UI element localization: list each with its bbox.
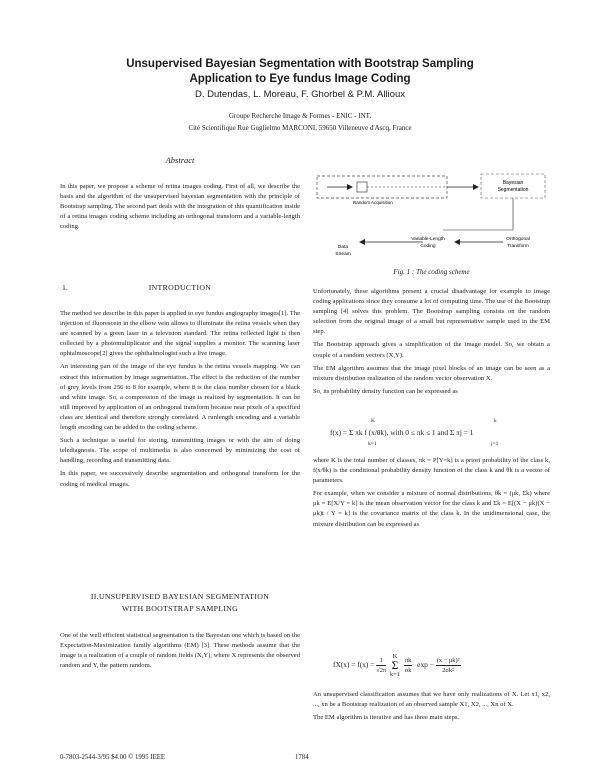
abstract-text: In this paper, we propose a scheme of retina images coding. First of all, we describe the basis and the algorithm of the unsupervised bayesian segmentation with the principle of Bootstrap sampling. The second part deals with the integration of this quantification inside of a retina images coding scheme including an orthogonal transform and a variable-length coding. <box>60 183 300 231</box>
label-variable-length: Variable-Length <box>411 237 445 242</box>
segmentation-box <box>481 174 545 198</box>
footer-copyright: 0-7803-2544-3/95 $4.00 © 1995 IEEE <box>60 754 166 761</box>
section-2-heading-line-2: WITH BOOTSTRAP SAMPLING <box>121 604 239 613</box>
intro-paragraph-2: An interesting part of the image of the eye fundus is the retina vessels mapping. We can extract this information by image segmentation. The effect is the reduction of the number of grey levels from 256 to 8 for example, where 8 is the class number chosen for a black and white image. So, a compression of the image is realized by segmentation. It can be still improved by application of an orthogonal transform because near pixels of a specified class are identical and therefore strongly correlated. A runlength encoding and a variable length encoding can be added to the coding scheme. <box>60 363 300 432</box>
right-paragraph-6: For example, when we consider a mixture of normal distributions, θk = (μk, Σk) where μk = E[X/Y = k] is the mean observation vector for the class k and Σk = E[(X − μk)(X − μk)t / Y = k] is the covariance matrix of the class k. In the unidimensional case, the mixture distribution can be expressed as <box>313 490 550 528</box>
equation-1-sum-top: K <box>371 418 375 424</box>
equation-2-frac-weight: $\frac{\pi k}{\sigma k}$ <box>404 657 412 674</box>
right-column-body-mid <box>313 456 550 533</box>
page-number: 1784 <box>295 754 309 761</box>
abstract-heading: Abstract <box>165 155 195 165</box>
sampler-box <box>357 182 367 192</box>
section-2-paragraph-1: One of the well efficient statistical segmentation is the Bayesian one which is based on the Expectation-Maximization family algorithms (EM) [3]. These methods assume that the image is a realization of a couple of random fields (X,Y), where X represents the observed random and Y, the pattern random. <box>60 632 300 670</box>
coding-arrowhead <box>454 239 460 245</box>
abstract-body <box>60 182 300 235</box>
right-paragraph-7: An unsupervised classification assumes that we have only realizations of X. Let x1, x2, ..., xn be a Bootstrap realization of an observed sample X1, X2, ..., Xn of X. <box>313 691 550 709</box>
affiliation-line-2: Cité Scientifique Rue Guglielmo MARCONI, 59650 Villeneuve d'Ascq, France <box>188 124 412 132</box>
equation-normal-mixture <box>333 652 461 679</box>
equation-2-sum: K Σ k=1 <box>390 653 401 678</box>
figure-coding-scheme <box>313 160 550 280</box>
equation-2-frac-norm: $\frac{1}{√2\pi}$ <box>376 657 387 674</box>
authors: D. Dutendas, L. Moreau, F. Ghorbel & P.M. Allioux <box>195 89 405 100</box>
label-transform: Transform <box>507 244 529 249</box>
section-2-heading-line-1: II.UNSUPERVISED BAYESIAN SEGMENTATION <box>90 592 270 601</box>
label-bayesian: Bayesian <box>502 180 524 186</box>
equation-2-frac-exponent: $\frac{\text{(x − μk)²}}{\text{2σk²}}$ <box>436 657 460 674</box>
label-random-acquisition: Random Acquisition <box>353 200 393 205</box>
intro-paragraph-4: In this paper, we successively describe segmentation and orthogonal transform for the coding of medical images. <box>60 470 300 488</box>
section-1-body <box>60 309 300 493</box>
affiliation <box>120 110 480 134</box>
label-data: Data <box>337 245 349 250</box>
equation-1-sum-bottom: k=1 <box>368 441 377 447</box>
right-paragraph-2: The Bootstrap approach gives a simplification of the image model. So, we obtain a couple of a random vectors (X,Y). <box>313 341 550 359</box>
right-paragraph-4: So, its probability density function can be expressed as <box>313 387 458 395</box>
section-2-heading <box>60 591 300 615</box>
input-arrowhead <box>347 184 353 190</box>
label-stream: Stream <box>335 252 351 257</box>
right-paragraph-3: The EM algorithm assumes that the image pixel blocks of an image can be seen as a mixture distribution realization of the random vector observation X. <box>313 364 550 382</box>
stream-arrowhead <box>359 239 365 245</box>
title-line-1: Unsupervised Bayesian Segmentation with Bootstrap Sampling <box>126 58 474 70</box>
section-1-heading: INTRODUCTION <box>148 283 212 292</box>
section-1-number: 1. <box>62 283 68 292</box>
intro-paragraph-1: The method we describe in this paper is applied to eye fundus angiography images[1]. The injection of fluorescein in the elbow vein allows to illuminate the retina vessels when they are scanned by a green laser in a television standard. The retina reflected light is then collected by a photomultiplicator and the signal supplies a monitor. The scanning laser ophtalmoscope[2] gives the ophthalmologist such a live image. <box>60 310 300 358</box>
coding-scheme-diagram <box>313 160 550 280</box>
affiliation-line-1: Groupe Recherche Image & Formes - ENIC - INT, <box>228 112 372 120</box>
equation-1-text: f(x) = Σ πk f (x/θk), with 0 ≤ πk ≤ 1 and Σ πj = 1 <box>330 428 474 437</box>
right-paragraph-1: Unfortunately, these algorithms present a crucial disadvantage for example to image coding applications since they consume a lot of computing time. The use of the Bootstrap sampling [4] solves this problem. The Bootstrap sampling consists on the random selection from the original image of a small but representative sample used in the EM step. <box>313 288 550 336</box>
label-coding: Coding <box>420 244 436 249</box>
right-paragraph-8: The EM algorithm is iterative and has three main steps. <box>313 714 460 722</box>
equation-1-sum2-bottom: j=1 <box>491 441 499 447</box>
equation-mixture-density <box>330 428 473 437</box>
paper-title <box>120 57 480 87</box>
title-line-2: Application to Eye fundus Image Coding <box>189 73 411 85</box>
figure-caption: Fig. 1 : The coding scheme <box>393 268 470 276</box>
equation-2-lhs: fX(x) = f(x) = <box>333 660 375 670</box>
label-segmentation: Segmentation <box>497 187 529 193</box>
equation-2-exp: exp − <box>417 660 434 670</box>
intro-paragraph-3: Such a technique is useful for storing, transmitting images or with the aim of doing telediagnosis. The scope of multimedia is also concerned by minimizing the cost of handling, recording and transmitting data. <box>60 437 300 465</box>
equation-1-sum2-top: k <box>494 418 497 424</box>
to-segmentation-arrowhead <box>473 184 479 190</box>
right-column-body-bottom <box>313 690 550 726</box>
label-orthogonal: Orthogonal <box>506 237 530 242</box>
right-column-body-top <box>313 287 550 400</box>
section-2-body <box>60 631 300 674</box>
right-paragraph-5: where K is the total number of classes, πk = P[Y=k] is a priori probability of the class k, f(x/θk) is the conditional probability density function of the class k and θk is a vector of parameters. <box>313 457 550 485</box>
